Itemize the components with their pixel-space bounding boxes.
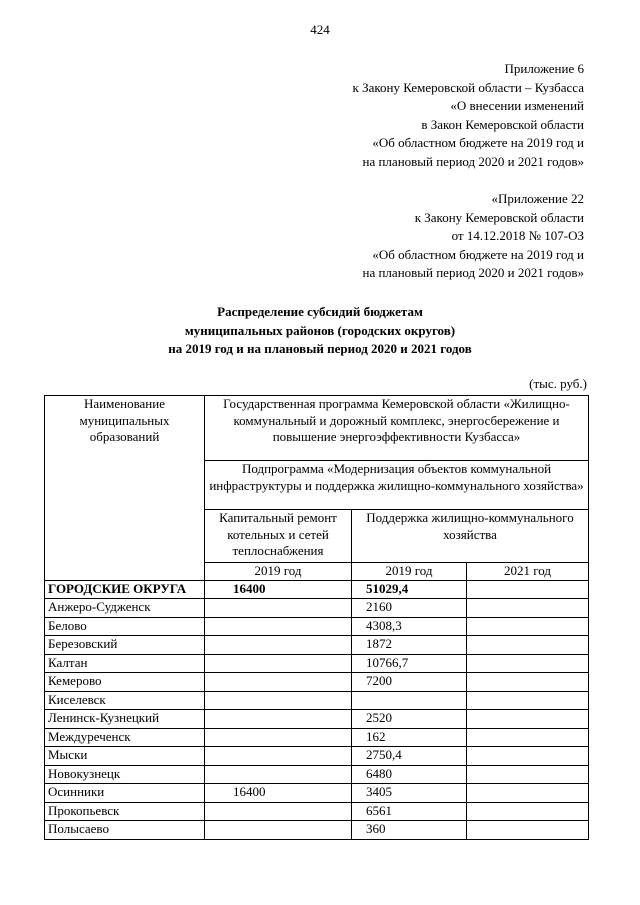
table-body — [45, 580, 589, 839]
table-row — [45, 673, 589, 692]
table-row — [45, 617, 589, 636]
row-housing-support-2021 — [467, 802, 589, 821]
row-housing-support-2021 — [467, 710, 589, 729]
row-housing-support-2021 — [467, 747, 589, 766]
appendix-line: к Закону Кемеровской области — [414, 209, 584, 225]
row-housing-support-2019: 6561 — [352, 802, 467, 821]
row-name: Кемерово — [45, 673, 205, 692]
appendix-22-block — [363, 190, 585, 283]
row-capital-repair-2019 — [205, 654, 352, 673]
row-name: Междуреченск — [45, 728, 205, 747]
row-housing-support-2019: 4308,3 — [352, 617, 467, 636]
row-housing-support-2019: 1872 — [352, 636, 467, 655]
appendix-line: Приложение 6 — [504, 61, 584, 76]
table-row — [45, 691, 589, 710]
subsidy-table — [44, 395, 589, 840]
row-housing-support-2021 — [467, 784, 589, 803]
appendix-6-block — [353, 60, 585, 171]
title-line: Распределение субсидий бюджетам — [217, 304, 423, 319]
header-year: 2019 год — [205, 563, 352, 581]
header-year: 2021 год — [467, 563, 589, 581]
header-state-program: Государственная программа Кемеровской области «Жилищно-коммунальный и дорожный комплекс, энергосбережение и повышение энергоэффективности Кузбасса» — [205, 396, 589, 461]
title-line: муниципальных районов (городских округов) — [184, 322, 456, 338]
row-housing-support-2021 — [467, 617, 589, 636]
header-municipality: Наименование муниципальных образований — [45, 396, 205, 581]
appendix-line: на плановый период 2020 и 2021 годов» — [362, 153, 584, 169]
header-housing-support: Поддержка жилищно-коммунального хозяйства — [352, 510, 589, 563]
row-housing-support-2019: 2520 — [352, 710, 467, 729]
row-housing-support-2019: 360 — [352, 821, 467, 840]
table-row — [45, 802, 589, 821]
row-housing-support-2021 — [467, 673, 589, 692]
table-row — [45, 784, 589, 803]
row-housing-support-2019: 7200 — [352, 673, 467, 692]
row-name: Осинники — [45, 784, 205, 803]
title-line: на 2019 год и на плановый период 2020 и 2021 годов — [168, 341, 472, 356]
table-row — [45, 599, 589, 618]
row-capital-repair-2019 — [205, 821, 352, 840]
table-row — [45, 821, 589, 840]
table-row — [45, 654, 589, 673]
header-subprogram: Подпрограмма «Модернизация объектов коммунальной инфраструктуры и поддержка жилищно-коммунального хозяйства» — [205, 461, 589, 510]
table-row — [45, 710, 589, 729]
row-housing-support-2021 — [467, 728, 589, 747]
row-capital-repair-2019 — [205, 599, 352, 618]
row-housing-support-2021 — [467, 580, 589, 599]
row-name: Полысаево — [45, 821, 205, 840]
row-capital-repair-2019 — [205, 728, 352, 747]
row-capital-repair-2019 — [205, 710, 352, 729]
row-name: Мыски — [45, 747, 205, 766]
row-capital-repair-2019 — [205, 691, 352, 710]
row-name: ГОРОДСКИЕ ОКРУГА — [45, 580, 205, 599]
row-name: Ленинск-Кузнецкий — [45, 710, 205, 729]
row-housing-support-2019: 3405 — [352, 784, 467, 803]
row-housing-support-2019: 162 — [352, 728, 467, 747]
row-housing-support-2019: 6480 — [352, 765, 467, 784]
row-name: Анжеро-Судженск — [45, 599, 205, 618]
row-housing-support-2019: 51029,4 — [352, 580, 467, 599]
appendix-line: на плановый период 2020 и 2021 годов» — [362, 265, 584, 280]
row-name: Киселевск — [45, 691, 205, 710]
row-capital-repair-2019 — [205, 636, 352, 655]
row-name: Белово — [45, 617, 205, 636]
table-row — [45, 636, 589, 655]
row-housing-support-2019: 2160 — [352, 599, 467, 618]
row-capital-repair-2019 — [205, 765, 352, 784]
table-row — [45, 728, 589, 747]
table-row — [45, 765, 589, 784]
row-housing-support-2021 — [467, 691, 589, 710]
header-year: 2019 год — [352, 563, 467, 581]
row-capital-repair-2019 — [205, 802, 352, 821]
header-capital-repair: Капитальный ремонт котельных и сетей теплоснабжения — [205, 510, 352, 563]
row-name: Новокузнецк — [45, 765, 205, 784]
row-name: Прокопьевск — [45, 802, 205, 821]
row-housing-support-2019: 2750,4 — [352, 747, 467, 766]
row-housing-support-2019: 10766,7 — [352, 654, 467, 673]
row-housing-support-2021 — [467, 636, 589, 655]
appendix-line: от 14.12.2018 № 107-ОЗ — [451, 228, 584, 243]
appendix-line: «О внесении изменений — [450, 98, 584, 113]
row-capital-repair-2019 — [205, 617, 352, 636]
row-capital-repair-2019 — [205, 673, 352, 692]
row-capital-repair-2019: 16400 — [205, 784, 352, 803]
appendix-line: в Закон Кемеровской области — [421, 116, 584, 132]
row-housing-support-2021 — [467, 821, 589, 840]
appendix-line: «Об областном бюджете на 2019 год и — [372, 135, 584, 150]
page-number: 424 — [310, 22, 330, 37]
units-label: (тыс. руб.) — [529, 376, 587, 391]
row-name: Калтан — [45, 654, 205, 673]
row-housing-support-2021 — [467, 765, 589, 784]
row-housing-support-2021 — [467, 599, 589, 618]
appendix-line: «Приложение 22 — [491, 191, 584, 206]
table-row — [45, 580, 589, 599]
appendix-line: к Закону Кемеровской области – Кузбасса — [352, 79, 584, 95]
appendix-line: «Об областном бюджете на 2019 год и — [372, 246, 584, 262]
table-row — [45, 747, 589, 766]
row-housing-support-2019 — [352, 691, 467, 710]
row-housing-support-2021 — [467, 654, 589, 673]
row-capital-repair-2019 — [205, 747, 352, 766]
document-title — [0, 303, 640, 359]
row-name: Березовский — [45, 636, 205, 655]
row-capital-repair-2019: 16400 — [205, 580, 352, 599]
